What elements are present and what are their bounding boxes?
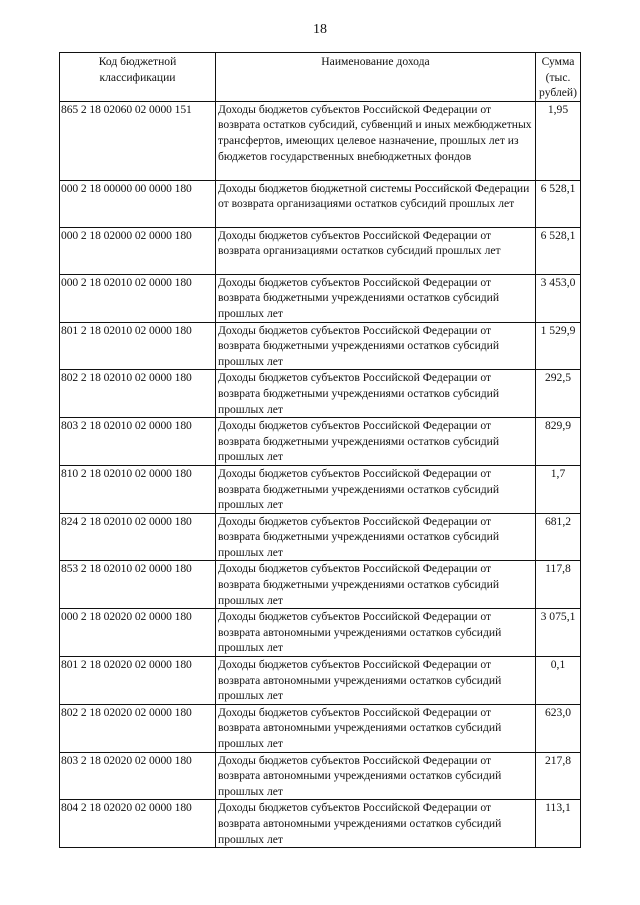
table-row — [60, 418, 581, 466]
row-name: Доходы бюджетов субъектов Российской Федерации от возврата автономными учреждениями остатков субсидий прошлых лет — [216, 752, 536, 800]
row-sum: 113,1 — [536, 800, 581, 848]
row-name: Доходы бюджетов субъектов Российской Федерации от возврата автономными учреждениями остатков субсидий прошлых лет — [216, 657, 536, 705]
row-code: 810 2 18 02010 02 0000 180 — [60, 465, 216, 513]
row-code: 801 2 18 02020 02 0000 180 — [60, 657, 216, 705]
row-code: 802 2 18 02010 02 0000 180 — [60, 370, 216, 418]
row-name: Доходы бюджетов субъектов Российской Федерации от возврата организациями остатков субсидий прошлых лет — [216, 227, 536, 274]
row-name: Доходы бюджетов субъектов Российской Федерации от возврата бюджетными учреждениями остатков субсидий прошлых лет — [216, 370, 536, 418]
row-sum: 117,8 — [536, 561, 581, 609]
table-row — [60, 513, 581, 561]
header-sum: Сумма (тыс. рублей) — [536, 53, 581, 102]
row-sum: 217,8 — [536, 752, 581, 800]
row-name: Доходы бюджетов субъектов Российской Федерации от возврата бюджетными учреждениями остатков субсидий прошлых лет — [216, 513, 536, 561]
row-sum: 3 453,0 — [536, 274, 581, 322]
row-code: 000 2 18 02000 02 0000 180 — [60, 227, 216, 274]
table-row — [60, 609, 581, 657]
row-code: 824 2 18 02010 02 0000 180 — [60, 513, 216, 561]
row-sum: 681,2 — [536, 513, 581, 561]
row-sum: 1,95 — [536, 101, 581, 180]
table-row — [60, 274, 581, 322]
row-sum: 1,7 — [536, 465, 581, 513]
table-row — [60, 657, 581, 705]
row-name: Доходы бюджетов субъектов Российской Федерации от возврата бюджетными учреждениями остатков субсидий прошлых лет — [216, 322, 536, 370]
table-row — [60, 561, 581, 609]
row-code: 803 2 18 02010 02 0000 180 — [60, 418, 216, 466]
row-name: Доходы бюджетов субъектов Российской Федерации от возврата бюджетными учреждениями остатков субсидий прошлых лет — [216, 465, 536, 513]
row-name: Доходы бюджетов бюджетной системы Российской Федерации от возврата организациями остатков субсидий прошлых лет — [216, 180, 536, 227]
table-row — [60, 322, 581, 370]
row-sum: 6 528,1 — [536, 227, 581, 274]
row-name: Доходы бюджетов субъектов Российской Федерации от возврата бюджетными учреждениями остатков субсидий прошлых лет — [216, 274, 536, 322]
table-row — [60, 101, 581, 180]
header-code: Код бюджетной классификации — [60, 53, 216, 102]
row-name: Доходы бюджетов субъектов Российской Федерации от возврата автономными учреждениями остатков субсидий прошлых лет — [216, 800, 536, 848]
table-header-row — [60, 53, 581, 102]
row-sum: 6 528,1 — [536, 180, 581, 227]
table-row — [60, 180, 581, 227]
table-row — [60, 752, 581, 800]
row-sum: 623,0 — [536, 704, 581, 752]
row-name: Доходы бюджетов субъектов Российской Федерации от возврата бюджетными учреждениями остатков субсидий прошлых лет — [216, 418, 536, 466]
table-row — [60, 465, 581, 513]
row-code: 801 2 18 02010 02 0000 180 — [60, 322, 216, 370]
row-sum: 292,5 — [536, 370, 581, 418]
row-code: 000 2 18 02010 02 0000 180 — [60, 274, 216, 322]
row-code: 000 2 18 02020 02 0000 180 — [60, 609, 216, 657]
row-name: Доходы бюджетов субъектов Российской Федерации от возврата автономными учреждениями остатков субсидий прошлых лет — [216, 704, 536, 752]
page-number: 18 — [313, 22, 327, 37]
row-sum: 829,9 — [536, 418, 581, 466]
row-sum: 1 529,9 — [536, 322, 581, 370]
row-code: 000 2 18 00000 00 0000 180 — [60, 180, 216, 227]
table-row — [60, 704, 581, 752]
table-row — [60, 800, 581, 848]
revenue-table — [59, 52, 581, 848]
row-sum: 3 075,1 — [536, 609, 581, 657]
table-row — [60, 227, 581, 274]
header-name: Наименование дохода — [216, 53, 536, 102]
row-code: 803 2 18 02020 02 0000 180 — [60, 752, 216, 800]
row-sum: 0,1 — [536, 657, 581, 705]
table-row — [60, 370, 581, 418]
row-code: 804 2 18 02020 02 0000 180 — [60, 800, 216, 848]
row-name: Доходы бюджетов субъектов Российской Федерации от возврата остатков субсидий, субвенций и иных межбюджетных трансфертов, имеющих целевое назначение, прошлых лет из бюджетов государственных внебюджетных фондов — [216, 101, 536, 180]
row-code: 865 2 18 02060 02 0000 151 — [60, 101, 216, 180]
row-name: Доходы бюджетов субъектов Российской Федерации от возврата бюджетными учреждениями остатков субсидий прошлых лет — [216, 561, 536, 609]
row-name: Доходы бюджетов субъектов Российской Федерации от возврата автономными учреждениями остатков субсидий прошлых лет — [216, 609, 536, 657]
row-code: 802 2 18 02020 02 0000 180 — [60, 704, 216, 752]
row-code: 853 2 18 02010 02 0000 180 — [60, 561, 216, 609]
